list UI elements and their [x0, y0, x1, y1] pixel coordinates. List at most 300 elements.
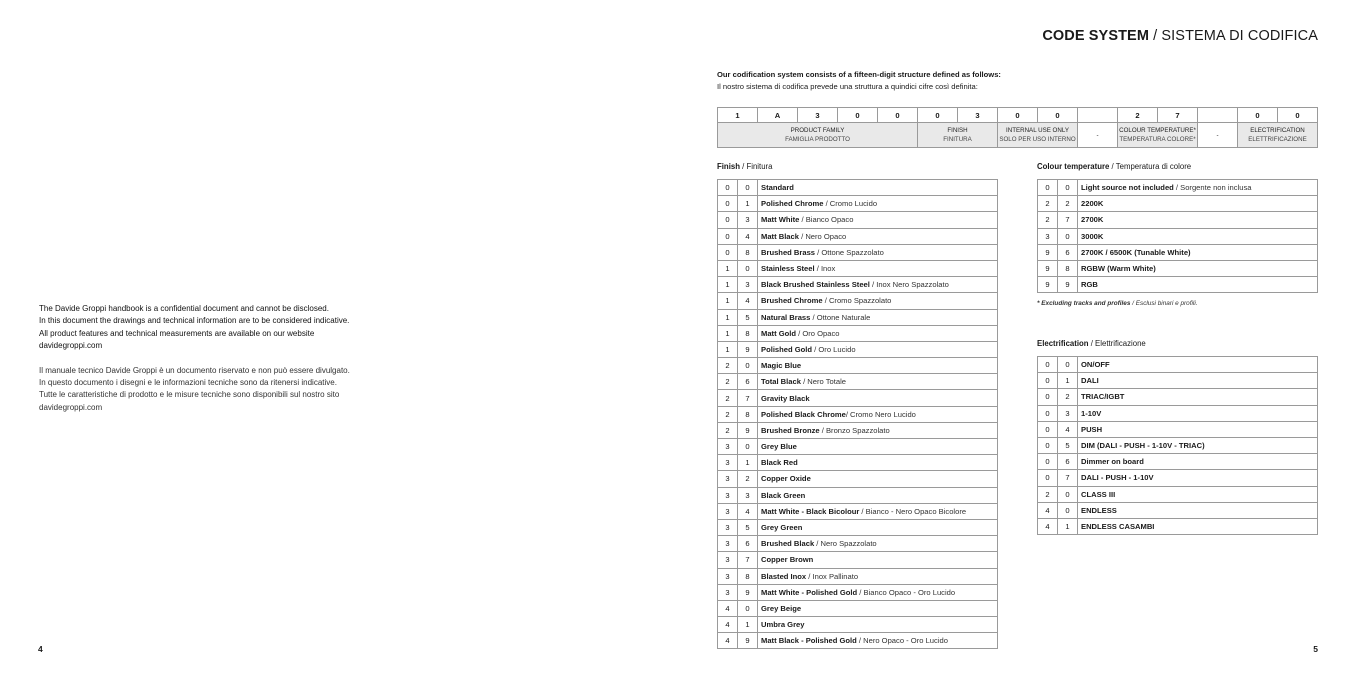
table-row	[718, 212, 998, 228]
description-en: Black Green	[761, 490, 806, 500]
code-digit-cell: 0	[718, 212, 738, 228]
description-en: Magic Blue	[761, 361, 802, 371]
table-row	[1038, 389, 1318, 405]
code-digit-cell: 3	[718, 519, 738, 535]
table-row	[718, 390, 998, 406]
description-en: Stainless Steel	[761, 264, 815, 274]
description-cell	[1078, 260, 1318, 276]
table-row	[718, 196, 998, 212]
label-it: ELETTRIFICAZIONE	[1248, 136, 1307, 143]
code-digit-cell: 0	[738, 439, 758, 455]
code-digits-row	[718, 108, 1318, 123]
code-digit-cell: 4	[718, 633, 738, 649]
right-page	[678, 0, 1356, 678]
table-row	[718, 358, 998, 374]
code-digit-cell: 3	[738, 212, 758, 228]
code-digit	[1198, 108, 1238, 123]
code-digit-cell: 2	[1038, 486, 1058, 502]
description-en: Matt Black - Polished Gold	[761, 636, 857, 646]
code-digit-cell: 0	[1058, 502, 1078, 518]
colour-section-title	[1037, 162, 1191, 171]
disclaimer-it-website: davidegroppi.com	[39, 402, 103, 412]
description-cell	[758, 180, 998, 196]
description-cell	[758, 358, 998, 374]
description-en: 2200K	[1081, 199, 1104, 209]
table-row	[1038, 486, 1318, 502]
label-en: INTERNAL USE ONLY	[1006, 127, 1069, 134]
code-digit-cell: 0	[738, 260, 758, 276]
description-en: Polished Black Chrome	[761, 409, 846, 419]
code-digit-cell: 0	[1058, 357, 1078, 373]
description-cell	[758, 228, 998, 244]
table-row	[718, 260, 998, 276]
description-cell	[758, 244, 998, 260]
code-digit: 0	[998, 108, 1038, 123]
description-en: 2700K	[1081, 215, 1104, 225]
description-en: Light source not included	[1081, 183, 1174, 193]
page-number-right: 5	[1313, 644, 1318, 654]
description-cell	[1078, 421, 1318, 437]
label-en: PRODUCT FAMILY	[790, 127, 845, 134]
code-digit-cell: 0	[718, 244, 738, 260]
code-digit: 7	[1158, 108, 1198, 123]
description-cell	[758, 568, 998, 584]
code-digit-cell: 0	[1038, 437, 1058, 453]
code-digit-cell: 3	[738, 277, 758, 293]
description-cell	[1078, 180, 1318, 196]
code-digit-cell: 1	[718, 325, 738, 341]
disclaimer-en-line: The Davide Groppi handbook is a confidential document and cannot be disclosed.	[39, 304, 329, 313]
description-cell	[1078, 486, 1318, 502]
code-digit-cell: 0	[1058, 228, 1078, 244]
description-cell	[758, 325, 998, 341]
disclaimer-en-line: In this document the drawings and technical information are to be considered indicative.	[39, 316, 350, 326]
code-digit-cell: 6	[738, 374, 758, 390]
code-digit-cell: 0	[1038, 180, 1058, 196]
code-digit: 0	[1238, 108, 1278, 123]
table-row	[1038, 244, 1318, 260]
description-it: / Cromo Lucido	[823, 199, 878, 209]
code-digit-cell: 3	[718, 471, 738, 487]
disclaimer-it-line: Il manuale tecnico Davide Groppi è un documento riservato e non può essere divulgato.	[39, 365, 350, 375]
description-en: Gravity Black	[761, 393, 810, 403]
disclaimer-italian	[39, 365, 419, 415]
code-digit	[1078, 108, 1118, 123]
description-it: / Oro Lucido	[812, 344, 856, 354]
disclaimer-it-line: Tutte le caratteristiche di prodotto e le misure tecniche sono disponibili sul nostro sito	[39, 390, 340, 400]
table-row	[718, 341, 998, 357]
code-digit: 0	[878, 108, 918, 123]
code-digit-cell: 8	[738, 325, 758, 341]
finish-title-en: Finish	[717, 162, 740, 171]
table-row	[718, 568, 998, 584]
finish-title-it: / Finitura	[739, 162, 773, 171]
description-en: 2700K / 6500K (Tunable White)	[1081, 247, 1191, 257]
electrification-section-title	[1037, 339, 1146, 348]
code-digit-cell: 1	[738, 617, 758, 633]
description-it: / Cromo Spazzolato	[822, 296, 892, 306]
description-cell	[1078, 244, 1318, 260]
label-colour-temperature	[1118, 123, 1198, 148]
table-row	[718, 536, 998, 552]
label-it: TEMPERATURA COLORE*	[1119, 136, 1196, 143]
description-it: / Bianco Opaco	[799, 215, 854, 225]
table-row	[1038, 502, 1318, 518]
table-row	[718, 633, 998, 649]
table-row	[1038, 437, 1318, 453]
description-cell	[758, 374, 998, 390]
elec-title-it: / Elettrificazione	[1088, 339, 1146, 348]
code-digit-cell: 4	[1038, 502, 1058, 518]
disclaimer-en-website: davidegroppi.com	[39, 341, 103, 351]
description-en: PUSH	[1081, 424, 1103, 434]
code-digit-cell: 0	[1038, 405, 1058, 421]
table-row	[718, 503, 998, 519]
code-digit-cell: 0	[1038, 357, 1058, 373]
table-row	[718, 600, 998, 616]
disclaimer-en-line: All product features and technical measurements are available on our website	[39, 328, 315, 338]
table-row	[1038, 196, 1318, 212]
description-cell	[1078, 470, 1318, 486]
code-digit-cell: 3	[718, 584, 738, 600]
description-en: Polished Chrome	[761, 199, 824, 209]
table-row	[718, 471, 998, 487]
code-digit-cell: 3	[1058, 405, 1078, 421]
description-cell	[758, 600, 998, 616]
code-digit-cell: 1	[718, 341, 738, 357]
code-digit-cell: 6	[1058, 244, 1078, 260]
table-row	[1038, 357, 1318, 373]
code-digit-cell: 7	[738, 390, 758, 406]
code-digit-cell: 3	[718, 455, 738, 471]
description-it: / Cromo Nero Lucido	[845, 409, 916, 419]
table-row	[718, 487, 998, 503]
label-it: SOLO PER USO INTERNO	[999, 136, 1076, 143]
description-en: Brushed Bronze	[761, 425, 820, 435]
description-cell	[758, 390, 998, 406]
code-digit-cell: 8	[738, 406, 758, 422]
code-digit-cell: 4	[738, 503, 758, 519]
description-en: Standard	[761, 183, 794, 193]
description-it: / Bianco Opaco - Oro Lucido	[857, 587, 956, 597]
table-row	[718, 309, 998, 325]
code-digit-cell: 2	[1058, 196, 1078, 212]
disclaimer-it-line: In questo documento i disegni e le informazioni tecniche sono da ritenersi indicative.	[39, 378, 337, 388]
code-digit-cell: 9	[1058, 277, 1078, 293]
code-digit-cell: 2	[1058, 389, 1078, 405]
table-row	[1038, 470, 1318, 486]
code-digit-cell: 2	[718, 390, 738, 406]
description-en: Umbra Grey	[761, 620, 805, 630]
code-digit-cell: 9	[1038, 244, 1058, 260]
table-row	[1038, 260, 1318, 276]
code-digit-cell: 3	[718, 503, 738, 519]
description-en: Grey Blue	[761, 442, 797, 452]
code-digit: 3	[798, 108, 838, 123]
description-cell	[758, 617, 998, 633]
description-cell	[758, 471, 998, 487]
code-digit-cell: 3	[1038, 228, 1058, 244]
table-row	[718, 519, 998, 535]
description-en: Polished Gold	[761, 344, 813, 354]
colour-temperature-table	[1037, 179, 1318, 293]
page-number-left: 4	[38, 644, 43, 654]
electrification-table	[1037, 356, 1318, 535]
table-row	[1038, 373, 1318, 389]
table-row	[718, 406, 998, 422]
description-cell	[1078, 437, 1318, 453]
description-en: RGB	[1081, 280, 1098, 290]
code-digit: 0	[1278, 108, 1318, 123]
code-digit-cell: 0	[718, 196, 738, 212]
code-digit-cell: 3	[718, 568, 738, 584]
description-cell	[1078, 454, 1318, 470]
code-digit-cell: 4	[1038, 518, 1058, 534]
code-digit-cell: 1	[738, 455, 758, 471]
code-structure-table	[717, 107, 1318, 148]
description-it: / Sorgente non inclusa	[1173, 183, 1252, 193]
code-digit-cell: 0	[718, 180, 738, 196]
code-digit-cell: 8	[1058, 260, 1078, 276]
description-en: Natural Brass	[761, 312, 811, 322]
code-digit-cell: 7	[738, 552, 758, 568]
finish-section-title	[717, 162, 772, 171]
description-cell	[1078, 502, 1318, 518]
description-en: ON/OFF	[1081, 360, 1110, 370]
code-digit-cell: 3	[718, 487, 738, 503]
code-digit-cell: 2	[1038, 196, 1058, 212]
description-cell	[758, 196, 998, 212]
code-digit-cell: 9	[738, 341, 758, 357]
label-en: FINISH	[947, 127, 968, 134]
code-digit-cell: 4	[718, 617, 738, 633]
code-digit-cell: 1	[738, 196, 758, 212]
code-digit: 0	[1038, 108, 1078, 123]
table-row	[718, 439, 998, 455]
footnote	[1037, 300, 1198, 307]
description-cell	[758, 552, 998, 568]
description-en: ENDLESS CASAMBI	[1081, 521, 1155, 531]
code-digit: 0	[918, 108, 958, 123]
table-row	[1038, 180, 1318, 196]
title-bold: CODE SYSTEM	[1042, 28, 1150, 44]
description-cell	[1078, 212, 1318, 228]
code-digit-cell: 0	[1058, 486, 1078, 502]
page-title	[1042, 28, 1318, 44]
code-digit-cell: 4	[738, 228, 758, 244]
code-digit-cell: 3	[738, 487, 758, 503]
table-row	[1038, 454, 1318, 470]
table-row	[718, 374, 998, 390]
description-cell	[758, 260, 998, 276]
description-en: Brushed Chrome	[761, 296, 823, 306]
code-digit-cell: 0	[1038, 421, 1058, 437]
description-en: CLASS III	[1081, 489, 1116, 499]
code-digit-cell: 1	[718, 293, 738, 309]
intro	[717, 69, 1001, 92]
description-en: Matt White - Black Bicolour	[761, 506, 860, 516]
description-cell	[1078, 277, 1318, 293]
description-it: / Nero Opaco - Oro Lucido	[856, 636, 948, 646]
description-en: DIM (DALI - PUSH - 1-10V - TRIAC)	[1081, 441, 1205, 451]
code-digit-cell: 5	[738, 309, 758, 325]
table-row	[1038, 421, 1318, 437]
intro-english: Our codification system consists of a fifteen-digit structure defined as follows:	[717, 70, 1001, 79]
table-row	[1038, 228, 1318, 244]
description-en: Black Brushed Stainless Steel	[761, 280, 870, 290]
footnote-en: * Excluding tracks and profiles	[1037, 300, 1131, 307]
code-digit: 3	[958, 108, 998, 123]
description-en: Grey Green	[761, 523, 803, 533]
table-row	[1038, 518, 1318, 534]
description-cell	[1078, 228, 1318, 244]
code-digit-cell: 3	[718, 536, 738, 552]
code-digit-cell: 1	[1058, 373, 1078, 389]
description-cell	[758, 584, 998, 600]
description-it: / Nero Totale	[800, 377, 846, 387]
code-digit-cell: 2	[718, 374, 738, 390]
code-digit-cell: 1	[718, 277, 738, 293]
code-digit-cell: 4	[1058, 421, 1078, 437]
label-separator: -	[1198, 123, 1238, 148]
code-digit: 1	[718, 108, 758, 123]
code-digit-cell: 4	[738, 293, 758, 309]
description-it: / Inox Nero Spazzolato	[869, 280, 949, 290]
code-digit-cell: 3	[718, 552, 738, 568]
description-cell	[758, 277, 998, 293]
description-en: Matt White	[761, 215, 800, 225]
description-en: Matt Gold	[761, 328, 797, 338]
table-row	[718, 293, 998, 309]
description-en: Black Red	[761, 458, 798, 468]
code-digit-cell: 7	[1058, 212, 1078, 228]
footnote-it: / Esclusi binari e profili.	[1130, 300, 1198, 307]
label-it: FINITURA	[943, 136, 972, 143]
label-finish	[918, 123, 998, 148]
description-en: Matt Black	[761, 231, 799, 241]
label-it: FAMIGLIA PRODOTTO	[785, 136, 850, 143]
description-en: DALI	[1081, 376, 1099, 386]
description-cell	[1078, 357, 1318, 373]
code-digit-cell: 2	[718, 406, 738, 422]
description-en: ENDLESS	[1081, 505, 1117, 515]
description-it: / Inox Pallinato	[806, 571, 859, 581]
disclaimer-english	[39, 303, 419, 353]
table-row	[1038, 405, 1318, 421]
table-row	[718, 325, 998, 341]
code-digit-cell: 3	[718, 439, 738, 455]
description-cell	[758, 439, 998, 455]
code-digit-cell: 2	[718, 358, 738, 374]
table-row	[718, 422, 998, 438]
code-digit-cell: 9	[1038, 277, 1058, 293]
table-row	[718, 244, 998, 260]
code-digit-cell: 0	[738, 180, 758, 196]
code-digit-cell: 5	[738, 519, 758, 535]
description-cell	[758, 293, 998, 309]
colour-title-en: Colour temperature	[1037, 162, 1110, 171]
code-digit-cell: 7	[1058, 470, 1078, 486]
description-cell	[758, 455, 998, 471]
description-it: / Oro Opaco	[796, 328, 840, 338]
label-en: ELECTRIFICATION	[1250, 127, 1305, 134]
description-it: / Ottone Spazzolato	[815, 247, 884, 257]
description-cell	[758, 536, 998, 552]
table-row	[718, 455, 998, 471]
description-en: Brushed Black	[761, 539, 815, 549]
description-cell	[758, 422, 998, 438]
description-cell	[1078, 389, 1318, 405]
description-en: 1-10V	[1081, 408, 1102, 418]
description-cell	[758, 309, 998, 325]
description-en: Copper Brown	[761, 555, 814, 565]
colour-title-it: / Temperatura di colore	[1109, 162, 1192, 171]
code-digit-cell: 8	[738, 568, 758, 584]
table-row	[718, 277, 998, 293]
description-it: / Inox	[814, 264, 836, 274]
title-rest: / SISTEMA DI CODIFICA	[1149, 28, 1318, 44]
finish-table	[717, 179, 998, 649]
description-en: Grey Beige	[761, 603, 802, 613]
code-digit: 2	[1118, 108, 1158, 123]
code-digit-cell: 2	[738, 471, 758, 487]
description-cell	[758, 487, 998, 503]
code-digit: A	[758, 108, 798, 123]
description-cell	[1078, 405, 1318, 421]
code-labels-row	[718, 123, 1318, 148]
description-en: Copper Oxide	[761, 474, 811, 484]
code-digit-cell: 0	[1038, 454, 1058, 470]
label-en: COLOUR TEMPERATURE*	[1119, 127, 1196, 134]
code-digit-cell: 0	[738, 358, 758, 374]
description-en: 3000K	[1081, 231, 1104, 241]
table-row	[718, 552, 998, 568]
description-cell	[1078, 373, 1318, 389]
intro-italian: Il nostro sistema di codifica prevede una struttura a quindici cifre così definita:	[717, 81, 978, 91]
code-digit-cell: 0	[1038, 470, 1058, 486]
description-cell	[758, 503, 998, 519]
description-it: / Bianco - Nero Opaco Bicolore	[859, 506, 967, 516]
description-en: Dimmer on board	[1081, 457, 1144, 467]
code-digit-cell: 0	[718, 228, 738, 244]
code-digit-cell: 8	[738, 244, 758, 260]
code-digit-cell: 0	[1038, 373, 1058, 389]
code-digit-cell: 5	[1058, 437, 1078, 453]
code-digit-cell: 6	[738, 536, 758, 552]
description-cell	[758, 633, 998, 649]
description-it: / Bronzo Spazzolato	[819, 425, 890, 435]
table-row	[718, 584, 998, 600]
table-row	[718, 180, 998, 196]
table-row	[718, 228, 998, 244]
code-digit-cell: 1	[718, 309, 738, 325]
description-cell	[1078, 518, 1318, 534]
code-digit-cell: 1	[1058, 518, 1078, 534]
table-row	[718, 617, 998, 633]
disclaimer	[39, 303, 419, 414]
table-row	[1038, 212, 1318, 228]
code-digit-cell: 0	[1038, 389, 1058, 405]
description-en: Total Black	[761, 377, 801, 387]
description-it: / Nero Spazzolato	[814, 539, 877, 549]
description-en: Brushed Brass	[761, 247, 816, 257]
description-en: RGBW (Warm White)	[1081, 264, 1156, 274]
description-cell	[758, 519, 998, 535]
code-digit-cell: 4	[718, 600, 738, 616]
label-electrification	[1238, 123, 1318, 148]
code-digit-cell: 1	[718, 260, 738, 276]
description-cell	[758, 406, 998, 422]
